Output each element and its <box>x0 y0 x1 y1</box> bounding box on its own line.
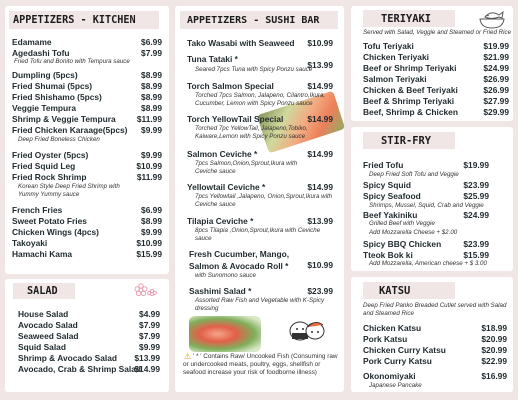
teriyaki-item-name: Beef & Shrimp Teriyaki <box>363 96 455 106</box>
sushi-item-desc: Torched 7pcs Salmon, Jalapeno, Cilantro,Ikura, Cucumber, Lemon with Spicy Ponzu sauce <box>195 92 326 107</box>
sushi-item-name: Tilapia Ceviche * <box>187 216 254 226</box>
teriyaki-item-name: Tofu Teriyaki <box>363 41 414 51</box>
kitchen-item-price: $9.99 <box>141 125 162 135</box>
salad-item-name: Seaweed Salad <box>18 331 79 341</box>
teriyaki-item-price: $24.99 <box>483 63 509 73</box>
kitchen-item-desc: Deep Fried Boneless Chicken <box>18 136 100 143</box>
kitchen-item-name: Chicken Wings (4pcs) <box>12 227 99 237</box>
sushi-item-desc: Seared 7pcs Tuna with Spicy Ponzu sauce <box>195 66 313 73</box>
teriyaki-item-price: $27.99 <box>483 96 509 106</box>
stirfry-item-price: $19.99 <box>463 160 489 170</box>
kitchen-item-name: Agedashi Tofu <box>12 48 70 58</box>
teriyaki-item-price: $29.99 <box>483 107 509 117</box>
sushi-item-name: Yellowtail Ceviche * <box>187 182 266 192</box>
kitchen-item-price: $7.99 <box>141 48 162 58</box>
kitchen-item-price: $6.99 <box>141 37 162 47</box>
sushi-mascot-icon <box>287 313 327 345</box>
sushi-item-price: $10.99 <box>307 38 333 48</box>
teriyaki-item-name: Salmon Teriyaki <box>363 74 427 84</box>
katsu-item-name: Pork Katsu <box>363 334 408 344</box>
sushi-item-name: Tako Wasabi with Seaweed <box>187 38 295 48</box>
katsu-item-price: $18.99 <box>481 323 507 333</box>
kitchen-item-price: $10.99 <box>136 161 162 171</box>
sushi-item-desc: Torched 7pc YellowTail, Jalapeno,Tobiko, Kaiware,Lemon with Spicy Ponzu sauce <box>195 125 308 140</box>
katsu-item-name: Okonomiyaki <box>363 371 416 381</box>
stirfry-item-price: $25.99 <box>463 191 489 201</box>
stirfry-item-name: Beef Yakiniku <box>363 210 418 220</box>
kitchen-item-name: Fried Squid Leg <box>12 161 76 171</box>
stirfry-item-addon: Add Mozzarella Cheese + $2.00 <box>369 229 458 236</box>
stirfry-item-price: $24.99 <box>463 210 489 220</box>
sushi-item-desc: with Sunomono sauce <box>195 272 256 279</box>
teriyaki-subtitle: Served with Salad, Veggie and Steamed or Fried Rice <box>363 29 512 36</box>
teriyaki-item-price: $26.99 <box>483 85 509 95</box>
sushi-item-price: $10.99 <box>307 260 333 270</box>
sashimi-salad-illustration <box>189 316 261 352</box>
warning-icon: ⚠ <box>184 352 192 361</box>
katsu-item-desc: Japanese Pancake <box>369 382 422 389</box>
sushi-item-price: $23.99 <box>307 286 333 296</box>
stirfry-card <box>351 127 513 271</box>
sushi-item-desc: Assorted Raw Fish and Vegetable with K-Spicy dressing <box>195 297 325 312</box>
sushi-item-price: $14.99 <box>307 182 333 192</box>
kitchen-item-desc: Fried Tofu and Bonito with Tempura sauce <box>14 58 130 65</box>
stirfry-item-name: Fried Tofu <box>363 160 404 170</box>
teriyaki-item-name: Chicken Teriyaki <box>363 52 429 62</box>
kitchen-item-price: $11.99 <box>136 114 162 124</box>
kitchen-item-name: Sweet Potato Fries <box>12 216 87 226</box>
sushi-item-price: $13.99 <box>307 60 333 70</box>
teriyaki-item-name: Beef, Shrimp & Chicken <box>363 107 458 117</box>
salad-card <box>5 279 169 392</box>
stirfry-item-desc: Grilled Beef with Veggie <box>369 220 435 227</box>
kitchen-item-price: $8.99 <box>141 70 162 80</box>
stirfry-item-desc: Add Mozzarella, American cheese + $ 3.00 <box>369 260 487 267</box>
kitchen-item-name: Fried Chicken Karaage(5pcs) <box>12 125 128 135</box>
stirfry-item-name: Spicy Squid <box>363 180 411 190</box>
sushi-item-desc: 7pcs Salmon,Onion,Sprout,Ikura with Ceviche sauce <box>195 160 298 175</box>
kitchen-item-name: Fried Rock Shrimp <box>12 172 87 182</box>
sushi-item-name: Salmon Ceviche * <box>187 149 258 159</box>
sushi-item-name: Torch YellowTail Special <box>187 114 284 124</box>
kitchen-item-name: Shrimp & Veggie Tempura <box>12 114 116 124</box>
salad-item-price: $4.99 <box>139 309 160 319</box>
salad-title: SALAD <box>13 283 75 299</box>
salad-item-name: Squid Salad <box>18 342 66 352</box>
katsu-subtitle: Deep Fried Panko Breaded Cutlet served with Salad and Steamed Rice <box>363 302 507 317</box>
cherry-blossom-icon <box>133 281 159 301</box>
teriyaki-item-name: Chicken & Beef Teriyaki <box>363 85 458 95</box>
sushi-item-price: $14.99 <box>307 149 333 159</box>
sushi-item-name: Fresh Cucumber, Mango, Salmon & Avocado Roll * <box>189 249 290 271</box>
kitchen-item-price: $8.99 <box>141 103 162 113</box>
kitchen-item-price: $8.99 <box>141 81 162 91</box>
stirfry-item-desc: Shrimps, Mussel, Squid, Crab and Veggie <box>369 202 484 209</box>
kitchen-item-price: $8.99 <box>141 92 162 102</box>
stirfry-item-name: Tteok Bok ki <box>363 250 413 260</box>
kitchen-item-name: Fried Shumai (5pcs) <box>12 81 93 91</box>
stirfry-item-name: Spicy Seafood <box>363 191 421 201</box>
kitchen-item-price: $15.99 <box>136 249 162 259</box>
raw-fish-warning: ' * ' Contains Raw/ Uncooked Fish (Consuming raw or undercooked meats, poultry, eggs, shellfish or seafood increase your risk of foodborne illness) <box>183 353 338 376</box>
sushi-card <box>175 6 344 392</box>
kitchen-item-price: $9.99 <box>141 227 162 237</box>
stirfry-item-price: $15.99 <box>463 250 489 260</box>
stirfry-item-name: Spicy BBQ Chicken <box>363 239 442 249</box>
salad-item-name: Shrimp & Avocado Salad <box>18 353 117 363</box>
katsu-item-name: Pork Curry Katsu <box>363 356 432 366</box>
sushi-item-price: $14.99 <box>307 81 333 91</box>
salad-item-name: Avocado Salad <box>18 320 78 330</box>
kitchen-item-name: French Fries <box>12 205 63 215</box>
katsu-card <box>351 277 513 392</box>
teriyaki-item-price: $26.99 <box>483 74 509 84</box>
sushi-item-name: Tuna Tataki * <box>187 54 238 64</box>
katsu-item-name: Chicken Curry Katsu <box>363 345 446 355</box>
stirfry-title: STIR-FRY <box>363 132 455 149</box>
fish-bowl-icon <box>477 8 507 30</box>
kitchen-item-name: Hamachi Kama <box>12 249 73 259</box>
stirfry-item-desc: Deep Fried Soft Tofu and Veggie <box>369 171 459 178</box>
kitchen-item-name: Veggie Tempura <box>12 103 77 113</box>
kitchen-item-name: Fried Oyster (5pcs) <box>12 150 89 160</box>
kitchen-item-desc: Korean Style Deep Fried Shrimp with Yummy Yummy sauce <box>18 183 120 198</box>
katsu-item-price: $16.99 <box>481 371 507 381</box>
kitchen-item-name: Dumpling (5pcs) <box>12 70 78 80</box>
kitchen-item-price: $6.99 <box>141 205 162 215</box>
kitchen-item-price: $8.99 <box>141 216 162 226</box>
katsu-item-price: $20.99 <box>481 334 507 344</box>
sushi-item-desc: 7pcs Yellowtail ,Jalapeno, Onion,Sprout,Ikura with Ceviche sauce <box>195 193 333 208</box>
sushi-item-desc: 8pcs Tilapia ,Onion,Sprout,Ikura with Ceviche sauce <box>195 227 321 242</box>
katsu-item-price: $22.99 <box>481 356 507 366</box>
sushi-item-price: $13.99 <box>307 216 333 226</box>
kitchen-item-price: $10.99 <box>136 238 162 248</box>
salad-item-name: House Salad <box>18 309 69 319</box>
salad-item-price: $13.99 <box>134 353 160 363</box>
kitchen-item-name: Edamame <box>12 37 52 47</box>
teriyaki-item-name: Beef or Shrimp Teriyaki <box>363 63 457 73</box>
kitchen-item-price: $9.99 <box>141 150 162 160</box>
kitchen-item-name: Fried Shishamo (5pcs) <box>12 92 102 102</box>
teriyaki-item-price: $21.99 <box>483 52 509 62</box>
teriyaki-title: TERIYAKI <box>363 10 455 27</box>
kitchen-item-name: Takoyaki <box>12 238 48 248</box>
katsu-item-price: $20.99 <box>481 345 507 355</box>
katsu-title: KATSU <box>363 282 455 299</box>
teriyaki-item-price: $19.99 <box>483 41 509 51</box>
sushi-item-name: Torch Salmon Special <box>187 81 274 91</box>
salad-item-price: $7.99 <box>139 320 160 330</box>
kitchen-title: APPETIZERS - KITCHEN <box>9 11 159 29</box>
teriyaki-card <box>351 6 513 121</box>
kitchen-item-price: $11.99 <box>136 172 162 182</box>
stirfry-item-price: $23.99 <box>463 180 489 190</box>
salad-item-price: $7.99 <box>139 331 160 341</box>
salad-item-price: $14.99 <box>134 364 160 374</box>
kitchen-card <box>5 6 169 274</box>
sushi-title: APPETIZERS - SUSHI BAR <box>180 11 338 29</box>
salad-item-price: $9.99 <box>139 342 160 352</box>
sushi-item-price: $14.99 <box>307 114 333 124</box>
katsu-item-name: Chicken Katsu <box>363 323 422 333</box>
salad-item-name: Avocado, Crab & Shrimp Salad <box>18 364 142 374</box>
stirfry-item-price: $23.99 <box>463 239 489 249</box>
sushi-item-name: Sashimi Salad * <box>189 286 252 296</box>
